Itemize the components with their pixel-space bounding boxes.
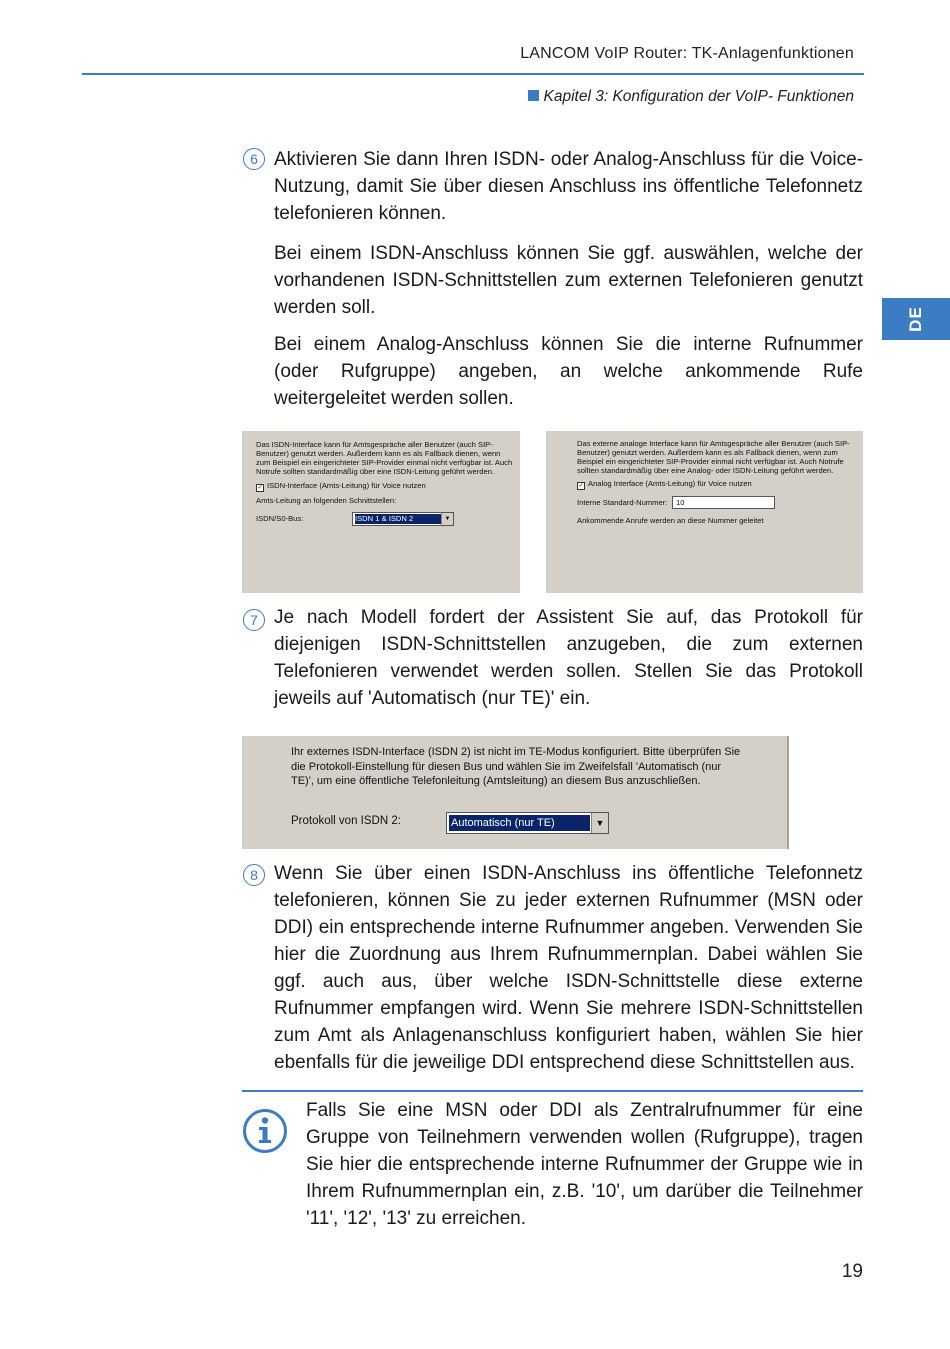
isdn-voice-checkbox[interactable] bbox=[256, 481, 514, 492]
analog-forwarding-note: Ankommende Anrufe werden an diese Nummer geleitet bbox=[577, 516, 764, 525]
step-6-paragraph-2: Bei einem ISDN-Anschluss können Sie ggf. auswählen, welche der vorhandenen ISDN-Schnittstellen zum externen Telefonieren genutzt werden soll. bbox=[274, 243, 863, 318]
analog-voice-checkbox[interactable] bbox=[577, 479, 855, 490]
analog-voice-checkbox-label: Analog Interface (Amts-Leitung) für Voice nutzen bbox=[588, 479, 752, 488]
chapter-square-icon bbox=[528, 90, 539, 101]
step-number-8: 8 bbox=[243, 864, 265, 886]
isdn-interfaces-label: Amts-Leitung an folgenden Schnittstellen: bbox=[256, 496, 397, 505]
protocol-dialog-description: Ihr externes ISDN-Interface (ISDN 2) ist nicht im TE-Modus konfiguriert. Bitte überprüfen Sie die Protokoll-Einstellung für diesen Bus und wählen Sie im Zweifelsfall 'Automatisch (nur TE)', um eine öffentliche Telefonleitung (Amtsleitung) an diesem Bus anzuschließen. bbox=[291, 746, 741, 787]
protocol-label: Protokoll von ISDN 2: bbox=[291, 815, 401, 827]
analog-dialog-screenshot bbox=[546, 431, 863, 593]
chevron-down-icon[interactable]: ▼ bbox=[441, 513, 453, 525]
checkbox-checked-icon: ✓ bbox=[257, 485, 263, 491]
header-rule bbox=[82, 73, 864, 75]
language-tab-label: DE bbox=[906, 306, 925, 332]
chapter-header bbox=[528, 88, 854, 106]
info-rule bbox=[242, 1090, 863, 1092]
page-number: 19 bbox=[841, 1261, 863, 1282]
chevron-down-icon[interactable]: ▼ bbox=[591, 813, 608, 833]
chapter-title: Kapitel 3: Konfiguration der VoIP- Funktionen bbox=[543, 88, 854, 105]
step-8-paragraph-1: Wenn Sie über einen ISDN-Anschluss ins öffentliche Telefonnetz telefonieren, können Sie zu jeder externen Rufnummer (MSN oder DDI) ein entsprechende interne Rufnummer angeben. Verwenden Sie hier die Zuordnung aus Ihrem Rufnummernplan. Dabei wählen Sie ggf. auch aus, über welche ISDN-Schnittstelle diese externe Rufnummer empfangen wird. Wenn Sie mehrere ISDN-Schnittstellen zum Amt als Anlagenanschluss konfiguriert haben, wählen Sie hier ebenfalls für die jeweilige DDI entsprechend diese Schnittstellen aus. bbox=[274, 863, 863, 1073]
internal-number-label: Interne Standard-Nummer: bbox=[577, 498, 668, 507]
step-6-paragraph-1: Aktivieren Sie dann Ihren ISDN- oder Analog-Anschluss für die Voice-Nutzung, damit Sie über diesen Anschluss ins öffentliche Telefonnetz telefonieren können. bbox=[274, 149, 863, 224]
internal-number-input[interactable] bbox=[672, 496, 775, 509]
protocol-select[interactable] bbox=[446, 812, 609, 834]
step-6-paragraph-3: Bei einem Analog-Anschluss können Sie die interne Rufnummer (oder Rufgruppe) angeben, an welche ankommende Rufe weitergeleitet werden sollen. bbox=[274, 334, 863, 409]
step-number-7: 7 bbox=[243, 609, 265, 631]
isdn-bus-select[interactable] bbox=[352, 512, 454, 526]
isdn-bus-label: ISDN/S0-Bus: bbox=[256, 514, 304, 523]
info-icon bbox=[242, 1108, 288, 1154]
running-header-title: LANCOM VoIP Router: TK-Anlagenfunktionen bbox=[520, 45, 854, 62]
isdn-voice-checkbox-label: ISDN-Interface (Amts-Leitung) für Voice nutzen bbox=[267, 481, 426, 490]
checkbox-checked-icon: ✓ bbox=[578, 483, 584, 489]
language-tab bbox=[882, 298, 950, 340]
internal-number-value: 10 bbox=[676, 498, 685, 507]
isdn-dialog-description: Das ISDN-Interface kann für Amtsgespräche aller Benutzer (auch SIP-Benutzer) genutzt werden. Außerdem kann es als Fallback dienen, wenn zum Beispiel ein eingerichteter SIP-Provider einmal nicht verfügbar ist. Auch Notrufe sollten standardmäßig über eine ISDN-Leitung geführt werden. bbox=[256, 440, 513, 476]
info-note-text: Falls Sie eine MSN oder DDI als Zentralrufnummer für eine Gruppe von Teilnehmern verwenden wollen (Rufgruppe), tragen Sie hier die entsprechende interne Rufnummer der Gruppe wie in Ihrem Rufnummernplan ein, z.B. '10', um darüber die Teilnehmer '11', '12', '13' zu erreichen. bbox=[306, 1100, 863, 1229]
analog-dialog-description: Das externe analoge Interface kann für Amtsgespräche aller Benutzer (auch SIP-Benutzer) genutzt werden. Außerdem kann es als Fallback dienen, wenn zum Beispiel ein eingerichteter SIP-Provider einmal nicht verfügbar ist. Auch Notrufe sollten standardmäßig über eine Analog- oder ISDN-Leitung geführt werden. bbox=[577, 439, 850, 475]
isdn-dialog-screenshot bbox=[242, 431, 520, 593]
protocol-dialog-screenshot bbox=[242, 736, 789, 849]
isdn-bus-selected-value: ISDN 1 & ISDN 2 bbox=[355, 514, 441, 524]
step-number-6: 6 bbox=[243, 148, 265, 170]
step-7-paragraph-1: Je nach Modell fordert der Assistent Sie auf, das Protokoll für diejenigen ISDN-Schnittstellen anzugeben, die zum externen Telefonieren verwendet werden sollen. Stellen Sie das Protokoll jeweils auf 'Automatisch (nur TE)' ein. bbox=[274, 607, 863, 709]
protocol-selected-value: Automatisch (nur TE) bbox=[449, 815, 590, 831]
